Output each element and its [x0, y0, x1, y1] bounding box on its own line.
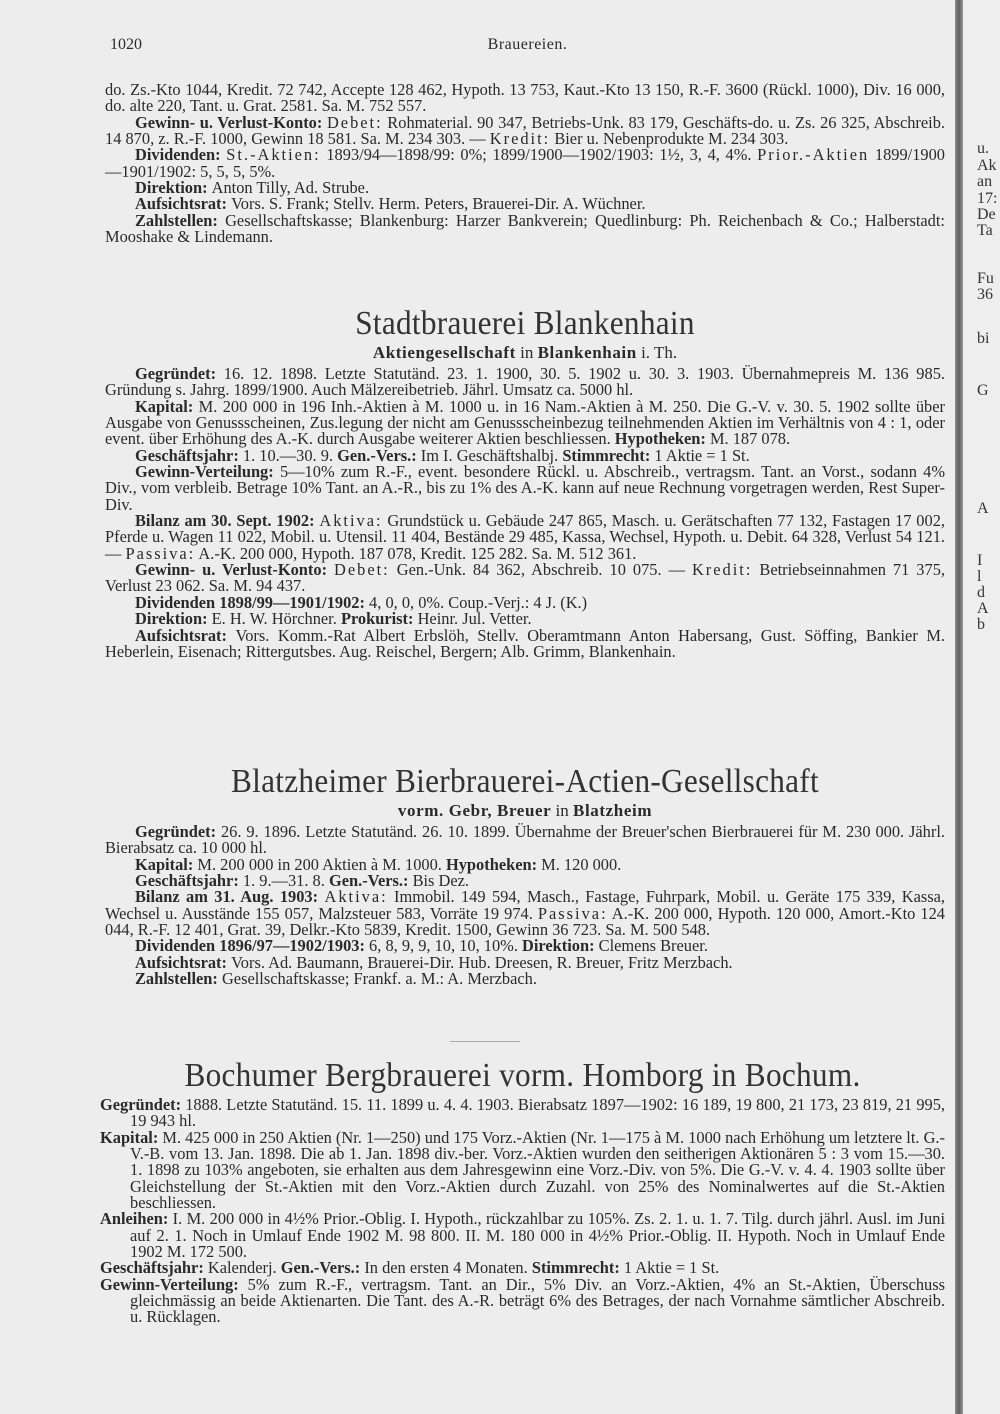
run-in-heading: Stimmrecht:: [531, 1258, 624, 1278]
body-text: M. 120 000.: [541, 854, 622, 874]
run-in-heading: Zahlstellen:: [135, 969, 222, 989]
body-text: i. Th.: [636, 343, 678, 362]
body-text: In den ersten 4 Monaten.: [364, 1258, 532, 1278]
body-text: Kalenderj.: [207, 1258, 281, 1278]
spaced-label: Debet:: [326, 112, 383, 132]
body-text: do. Zs.-Kto 1044, Kredit. 72 742, Accepte 128 462, Hypoth. 13 753, Kaut.-Kto 13 150, R.-F. 3600 (Rückl. 1000), Div. 16 000, do. alte 220, Tant. u. Grat. 2581. Sa. M. 752 557.: [105, 80, 945, 116]
body-text: in: [515, 343, 538, 362]
body-text: 1. 10.—30. 9.: [242, 445, 338, 465]
run-in-heading: Gen.-Vers.:: [280, 1258, 365, 1278]
entry-title: Bochumer Bergbrauerei vorm. Homborg in Bochum.: [184, 1057, 861, 1094]
body-text: Im I. Geschäftshalbj.: [420, 445, 563, 465]
spaced-label: Prior.-Aktien: [757, 145, 870, 165]
spaced-label: Kredit:: [489, 129, 551, 149]
paragraph: [105, 889, 945, 938]
page-gutter: [955, 0, 963, 1414]
body-text: 26. 9. 1896. Letzte Statutänd. 26. 10. 1899. Übernahme der Breuer'schen Bierbrauerei für M. 230 000. Jährl. Bierabsatz ca. 10 000 hl.: [105, 822, 945, 858]
paragraph: [105, 210, 945, 247]
run-in-heading: Aufsichtsrat:: [135, 625, 236, 645]
adjacent-page-fragment: A: [977, 600, 989, 617]
paragraph: [100, 1127, 945, 1213]
run-in-heading: Direktion:: [135, 609, 212, 629]
run-in-heading: Gen.-Vers.:: [337, 445, 421, 465]
adjacent-page-fragment: l: [977, 568, 982, 585]
spaced-label: St.-Aktien:: [226, 145, 321, 165]
spaced-label: Debet:: [334, 560, 390, 580]
run-in-heading: Hypotheken:: [445, 854, 542, 874]
paragraph: [105, 824, 945, 857]
run-in-heading: Gen.-Vers.:: [328, 871, 413, 891]
body-text: 5% zum R.-F., vertragsm. Tant. an Dir., 5% Div. an Vorz.-Aktien, 4% an St.-Aktien, Überschuss gleichmässig an beide Aktienarten. Die Tant. des A.-R. beträgt 6% des Betrages, der nach Vornahme sämtlicher Abschreib. u. Rücklagen.: [130, 1274, 945, 1327]
adjacent-page-fragment: De: [977, 206, 996, 223]
body-text: 1888. Letzte Statutänd. 15. 11. 1899 u. 4. 4. 1903. Bierabsatz 1897—1902: 16 189, 19 800, 21 173, 23 819, 21 995, 19 943 hl.: [130, 1095, 946, 1131]
run-in-heading: Geschäftsjahr:: [135, 871, 243, 891]
body-text: I. M. 200 000 in 4½% Prior.-Oblig. I. Hypoth., rückzahlbar zu 105%. Zs. 2. 1. u. 1. 7. Tilg. durch jährl. Ausl. im Juni auf 2. 1. Noch in Umlauf Ende 1902 M. 98 800. II. M. 180 000 in 4½% Prior.-Oblig. II. Hypoth. Noch in Umlauf Ende 1902 M. 172 500.: [130, 1209, 945, 1262]
body-text: E. H. W. Hörchner.: [211, 609, 341, 629]
running-title: Brauereien.: [487, 36, 568, 53]
run-in-heading: Gewinn-Verteilung:: [100, 1274, 248, 1294]
body-text: Heinr. Jul. Vetter.: [417, 609, 532, 629]
paragraph: [105, 396, 945, 449]
body-text: Gen.-Unk. 84 362, Abschreib. 10 075. —: [389, 560, 692, 580]
run-in-heading: Geschäftsjahr:: [135, 445, 243, 465]
paragraph: [105, 366, 945, 399]
body-text: M. 200 000 in 196 Inh.-Aktien à M. 1000 u. in 16 Nam.-Aktien à M. 250. Die G.-V. v. 30. 5. 1902 sollte über Ausgabe von Genussscheinen, Zus.legung der nicht am Genussscheinbezug teilnehmenden Aktien im Verhältnis von 4 : 1, oder event. über Erhöhung des A.-K. durch Ausgabe weiterer Aktien beschliessen.: [105, 396, 945, 449]
body-text: 1899/1900—1901/1902: 5, 5, 5, 5%.: [105, 145, 945, 181]
run-in-heading: Dividenden:: [135, 145, 227, 165]
body-text: 4, 0, 0, 0%. Coup.-Verj.: 4 J. (K.): [369, 592, 588, 612]
run-in-heading: Anleihen:: [100, 1209, 173, 1229]
adjacent-page-fragment: A: [977, 500, 989, 517]
entry-bochumer-bergbrauerei: [100, 1058, 945, 1326]
run-in-heading: Aufsichtsrat:: [135, 194, 232, 214]
paragraph: [105, 147, 945, 180]
paragraph: [100, 1211, 945, 1260]
run-in-heading: Kapital:: [135, 854, 198, 874]
body-text: M. 200 000 in 200 Aktien à M. 1000.: [197, 854, 446, 874]
page-number: 1020: [110, 36, 142, 53]
adjacent-page-fragment: b: [977, 616, 985, 633]
paragraph: [105, 971, 945, 987]
body-text: 1 Aktie = 1 St.: [654, 445, 750, 465]
run-in-heading: vorm. Gebr, Breuer: [397, 801, 552, 820]
entry-title: Blatzheimer Bierbrauerei-Actien-Gesellschaft: [231, 763, 819, 800]
entry-subtitle: [105, 800, 945, 822]
spaced-label: Kredit:: [691, 560, 753, 580]
body-text: Grundstück u. Gebäude 247 865, Masch. u. Gerätschaften 77 132, Fastagen 17 002, Pferde u. Wagen 11 022, Mobil. u. Utensil. 11 404, Bestände 29 485, Kassa, Wechsel, Hypoth. u. Debit. 64 328, Verlust 54 121. —: [105, 511, 945, 563]
adjacent-page-fragment: u.: [977, 140, 989, 157]
run-in-heading: Direktion:: [135, 178, 212, 198]
run-in-heading: Kapital:: [100, 1127, 163, 1147]
entry-continuation: [105, 82, 945, 245]
run-in-heading: Kapital:: [135, 396, 199, 416]
run-in-heading: Gegründet:: [100, 1095, 186, 1114]
adjacent-page-fragment: Ta: [977, 222, 993, 239]
adjacent-page-fragment: 36: [977, 286, 993, 303]
run-in-heading: Gewinn- u. Verlust-Konto:: [135, 112, 327, 132]
adjacent-page-fragment: 17:: [977, 190, 998, 207]
paragraph: [105, 625, 945, 661]
run-in-heading: Gewinn-Verteilung:: [135, 462, 280, 482]
body-text: 16. 12. 1898. Letzte Statutänd. 23. 1. 1900, 30. 5. 1902 u. 30. 3. 1903. Übernahmepreis M. 136 985. Gründung s. Jahrg. 1899/1900. Auch Mälzereibetrieb. Jährl. Umsatz ca. 5000 hl.: [105, 364, 945, 400]
paragraph: [105, 464, 945, 513]
run-in-heading: Hypotheken:: [614, 429, 710, 449]
body-text: 1893/94—1898/99: 0%; 1899/1900—1902/1903: 1½, 3, 4, 4%.: [320, 145, 758, 165]
adjacent-page-fragment: Fu: [977, 270, 994, 287]
body-text: Vors. Komm.-Rat Albert Erbslöh, Stellv. Oberamtmann Anton Habersang, Gust. Söffing, Bankier M. Heberlein, Eisenach; Rittergutsbes. Aug. Reischel, Bergern; Alb. Grimm, Blankenhain.: [105, 625, 945, 661]
run-in-heading: Gegründet:: [135, 822, 221, 841]
entry-stadtbrauerei-blankenhain: [105, 306, 945, 660]
body-text: M. 425 000 in 250 Aktien (Nr. 1—250) und 175 Vorz.-Aktien (Nr. 1—175 à M. 1000 nach Erhöhung um letztere lt. G.-V.-B. vom 13. Jan. 1898. Die ab 1. Jan. 1898 div.-ber. Vorz.-Aktien wurden den seitherigen Aktionären 5 : 3 vom 15.—30. 1. 1898 zu 103% angeboten, sie erhalten aus dem Jahresgewinn eine Vorz.-Div. von 5%. Die G.-V. v. 4. 4. 1903 sollte über Gleichstellung der St.-Aktien mit den Vorz.-Aktien durch Zuzahl. von 25% des Nominalwertes auf die St.-Aktien beschliessen.: [130, 1127, 945, 1213]
entry-blatzheimer-bierbrauerei: [105, 764, 945, 987]
adjacent-page-strip: [963, 0, 1000, 1414]
spaced-label: Aktiva:: [319, 511, 383, 531]
entry-title: Stadtbrauerei Blankenhain: [355, 305, 695, 342]
run-in-heading: Direktion:: [522, 936, 599, 956]
body-text: 1. 9.—31. 8.: [242, 871, 329, 891]
run-in-heading: Dividenden 1898/99—1901/1902:: [135, 592, 370, 612]
run-in-heading: Bilanz am 30. Sept. 1902:: [135, 511, 320, 531]
body-text: Rohmaterial. 90 347, Betriebs-Unk. 83 179, Geschäfts-do. u. Zs. 26 325, Abschreib. 14 870, z. R.-F. 1000, Gewinn 18 581. Sa. M. 234 303. —: [105, 112, 945, 149]
body-text: A.-K. 200 000, Hypoth. 187 078, Kredit. 125 282. Sa. M. 512 361.: [195, 543, 637, 563]
adjacent-page-fragment: bi: [977, 330, 990, 347]
paragraph: [105, 562, 945, 595]
spaced-label: Passiva:: [537, 903, 608, 923]
paragraph: [100, 1274, 945, 1327]
run-in-heading: Bilanz am 31. Aug. 1903:: [135, 887, 325, 907]
run-in-heading: Zahlstellen:: [135, 210, 226, 230]
run-in-heading: Geschäftsjahr:: [100, 1258, 208, 1278]
adjacent-page-fragment: G: [977, 382, 989, 399]
spaced-label: Aktiva:: [324, 887, 388, 907]
body-text: Betriebseinnahmen 71 375, Verlust 23 062. Sa. M. 94 437.: [105, 560, 945, 596]
section-divider: [450, 1041, 520, 1042]
adjacent-page-fragment: d: [977, 584, 985, 601]
adjacent-page-fragment: an: [977, 173, 993, 190]
body-text: A.-K. 200 000, Hypoth. 120 000, Amort.-Kto 124 044, R.-F. 12 401, Grat. 39, Delkr.-Kto 5839, Kredit. 1500, Gewinn 36 723. Sa. M. 500 548.: [105, 903, 945, 940]
body-text: 6, 8, 9, 9, 10, 10, 10%.: [369, 936, 523, 956]
paragraph: [105, 82, 945, 115]
paragraph: [105, 513, 945, 562]
run-in-heading: Blatzheim: [573, 801, 653, 820]
entry-subtitle: [105, 342, 945, 364]
run-in-heading: Gewinn- u. Verlust-Konto:: [135, 560, 335, 580]
adjacent-page-fragment: I: [977, 552, 983, 569]
run-in-heading: Aktiengesellschaft: [372, 343, 516, 362]
body-text: Gesellschaftskasse; Frankf. a. M.: A. Merzbach.: [221, 969, 537, 989]
run-in-heading: Prokurist:: [340, 609, 418, 629]
body-text: in: [551, 801, 574, 820]
adjacent-page-fragment: Ak: [977, 157, 997, 174]
body-text: 5—10% zum R.-F., event. besondere Rückl. u. Abschreib., vertragsm. Tant. an Vorst., sodann 4% Div., vom verbleib. Betrage 10% Tant. an A.-R., bis zu 1% des A.-K. kann auf neue Rechnung vorgetragen werden, Rest Super-Div.: [105, 462, 945, 514]
body-text: Immobil. 149 594, Masch., Fastage, Fuhrpark, Mobil. u. Geräte 175 339, Kassa, Wechsel u. Ausstände 155 057, Malzsteuer 583, Vorräte 19 974.: [105, 887, 945, 923]
body-text: 1 Aktie = 1 St.: [623, 1258, 720, 1278]
run-in-heading: Dividenden 1896/97—1902/1903:: [135, 936, 370, 956]
body-text: Gesellschaftskasse; Blankenburg: Harzer Bankverein; Quedlinburg: Ph. Reichenbach & Co.; Halberstadt: Mooshake & Lindemann.: [105, 210, 945, 247]
run-in-heading: Aufsichtsrat:: [135, 952, 232, 972]
run-in-heading: Gegründet:: [135, 364, 224, 383]
body-text: Bis Dez.: [412, 871, 470, 891]
body-text: Clemens Breuer.: [598, 936, 708, 956]
spaced-label: Passiva:: [125, 543, 196, 563]
body-text: Vors. Ad. Baumann, Brauerei-Dir. Hub. Dreesen, R. Breuer, Fritz Merzbach.: [231, 952, 733, 972]
run-in-heading: Stimmrecht:: [562, 445, 655, 465]
body-text: Vors. S. Frank; Stellv. Herm. Peters, Brauerei-Dir. A. Wüchner.: [231, 194, 646, 214]
run-in-heading: Blankenhain: [537, 343, 637, 362]
body-text: Bier u. Nebenprodukte M. 234 303.: [550, 129, 789, 149]
paragraph: [100, 1097, 945, 1130]
body-text: M. 187 078.: [709, 429, 791, 449]
body-text: Anton Tilly, Ad. Strube.: [211, 178, 370, 198]
paragraph: [105, 112, 945, 149]
